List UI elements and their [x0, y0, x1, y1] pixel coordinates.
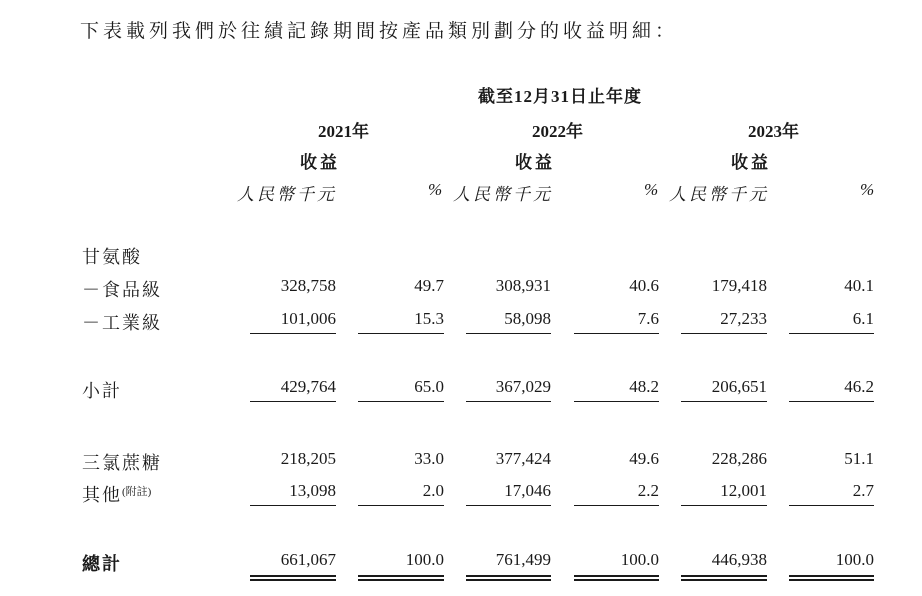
cell-total-2: 761,499	[495, 550, 551, 569]
rule-505-1	[358, 505, 444, 506]
cell-sucralose-0: 218,205	[280, 449, 336, 468]
rule-505-0	[250, 505, 336, 506]
cell-others-0: 13,098	[289, 481, 336, 500]
double-rule-575-4	[681, 575, 767, 581]
cell-food-grade-0: 328,758	[280, 276, 336, 295]
cell-sucralose-2: 377,424	[495, 449, 551, 468]
cell-total-3: 100.0	[620, 550, 659, 569]
cell-subtotal-4: 206,651	[711, 377, 767, 396]
cell-subtotal-0: 429,764	[280, 377, 336, 396]
double-rule-575-2	[466, 575, 551, 581]
row-label-others	[82, 481, 151, 507]
cell-total-5: 100.0	[835, 550, 874, 569]
rule-333-1	[358, 333, 444, 334]
cell-others-5: 2.7	[852, 481, 874, 500]
unit-label-2021: 人民幣千元	[237, 185, 337, 204]
cell-subtotal-1: 65.0	[414, 377, 444, 396]
cell-food-grade-3: 40.6	[629, 276, 659, 295]
row-label-industrial-grade: －工業級	[82, 313, 162, 333]
double-rule-575-1	[358, 575, 444, 581]
cell-industrial-grade-4: 27,233	[720, 309, 767, 328]
unit-label-2023: 人民幣千元	[669, 185, 769, 204]
cell-total-1: 100.0	[405, 550, 444, 569]
rule-401-3	[574, 401, 659, 402]
intro-text: 下表載列我們於往績記錄期間按產品類別劃分的收益明細：	[80, 21, 679, 42]
cell-sucralose-4: 228,286	[711, 449, 767, 468]
rule-401-2	[466, 401, 551, 402]
cell-others-2: 17,046	[504, 481, 551, 500]
year-2021-header: 2021年	[318, 122, 369, 141]
rule-401-0	[250, 401, 336, 402]
pct-label-2021: %	[428, 180, 443, 199]
rule-333-4	[681, 333, 767, 334]
category-glycine: 甘氨酸	[82, 247, 142, 267]
row-label-food-grade: －食品級	[82, 280, 162, 300]
cell-sucralose-1: 33.0	[414, 449, 444, 468]
cell-industrial-grade-3: 7.6	[637, 309, 659, 328]
cell-total-4: 446,938	[711, 550, 767, 569]
year-2022-header: 2022年	[532, 122, 583, 141]
unit-label-2022: 人民幣千元	[453, 185, 553, 204]
cell-subtotal-2: 367,029	[495, 377, 551, 396]
cell-industrial-grade-2: 58,098	[504, 309, 551, 328]
cell-food-grade-5: 40.1	[844, 276, 874, 295]
rule-333-3	[574, 333, 659, 334]
pct-label-2022: %	[644, 180, 659, 199]
rule-505-4	[681, 505, 767, 506]
cell-food-grade-2: 308,931	[495, 276, 551, 295]
cell-sucralose-5: 51.1	[844, 449, 874, 468]
rule-505-3	[574, 505, 659, 506]
double-rule-575-0	[250, 575, 336, 581]
double-rule-575-5	[789, 575, 874, 581]
cell-others-4: 12,001	[720, 481, 767, 500]
rule-505-2	[466, 505, 551, 506]
row-label-subtotal: 小計	[82, 381, 122, 401]
cell-food-grade-1: 49.7	[414, 276, 444, 295]
row-label-others-text: 其他	[82, 485, 122, 505]
rule-333-0	[250, 333, 336, 334]
cell-industrial-grade-0: 101,006	[280, 309, 336, 328]
cell-industrial-grade-5: 6.1	[852, 309, 874, 328]
period-header: 截至12月31日止年度	[478, 87, 642, 106]
row-label-total: 總計	[82, 554, 122, 574]
year-2023-header: 2023年	[748, 122, 799, 141]
row-label-others-note: (附註)	[122, 486, 152, 498]
cell-food-grade-4: 179,418	[711, 276, 767, 295]
cell-subtotal-5: 46.2	[844, 377, 874, 396]
cell-others-1: 2.0	[422, 481, 444, 500]
rule-401-5	[789, 401, 874, 402]
revenue-label-2023: 收益	[731, 153, 771, 172]
revenue-label-2022: 收益	[515, 153, 555, 172]
cell-subtotal-3: 48.2	[629, 377, 659, 396]
revenue-label-2021: 收益	[300, 153, 340, 172]
rule-401-4	[681, 401, 767, 402]
cell-others-3: 2.2	[637, 481, 659, 500]
cell-industrial-grade-1: 15.3	[414, 309, 444, 328]
cell-sucralose-3: 49.6	[629, 449, 659, 468]
rule-401-1	[358, 401, 444, 402]
category-sucralose: 三氯蔗糖	[82, 453, 162, 473]
double-rule-575-3	[574, 575, 659, 581]
pct-label-2023: %	[860, 180, 875, 199]
rule-333-5	[789, 333, 874, 334]
rule-505-5	[789, 505, 874, 506]
cell-total-0: 661,067	[280, 550, 336, 569]
rule-333-2	[466, 333, 551, 334]
